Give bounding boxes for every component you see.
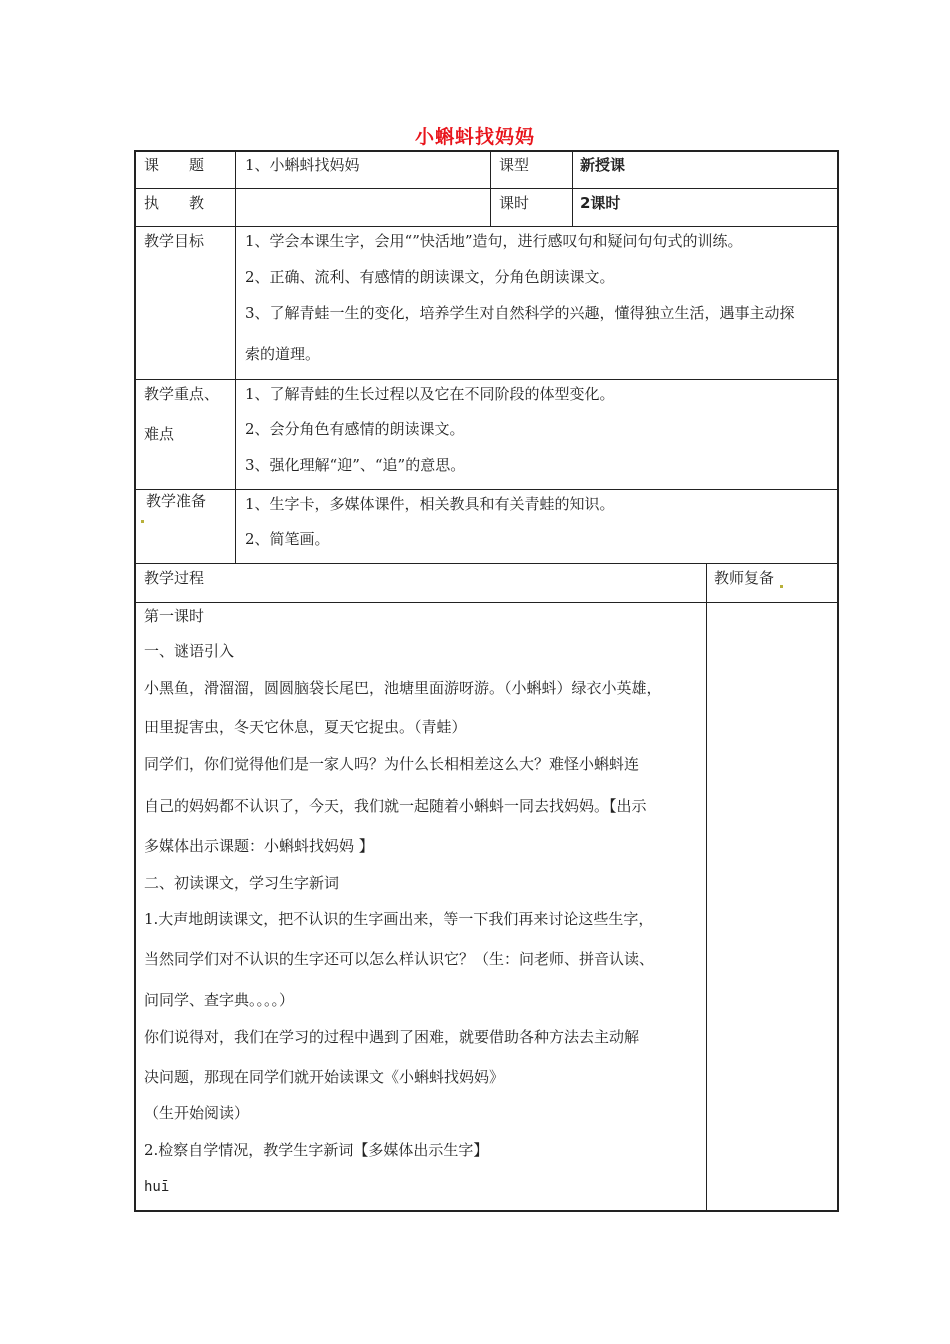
body-line: 2.检察自学情况，教学生字新词【多媒体出示生字】 (144, 1141, 489, 1159)
topic-label: 课 题 (144, 156, 205, 174)
goal-item: 3、了解青蛙一生的变化，培养学生对自然科学的兴趣，懂得独立生活，遇事主动探 (245, 304, 795, 322)
keypoints-label-line1: 教学重点、 (144, 385, 220, 403)
prep-item: 1、生字卡，多媒体课件，相关教具和有关青蛙的知识。 (245, 495, 615, 513)
body-line: （生开始阅读） (144, 1104, 250, 1122)
prep-label: 教学准备 (146, 492, 207, 510)
row-divider (134, 489, 839, 490)
body-line: 多媒体出示课题：小蝌蚪找妈妈 】 (144, 837, 374, 855)
topic-value: 1、小蝌蚪找妈妈 (245, 156, 360, 174)
body-line: 决问题，那现在同学们就开始读课文《小蝌蚪找妈妈》 (144, 1068, 505, 1086)
hours-value: 2课时 (580, 194, 621, 212)
marker-dot (141, 507, 144, 529)
goal-item: 2、正确、流利、有感情的朗读课文，分角色朗读课文。 (245, 268, 615, 286)
prep-item: 2、简笔画。 (245, 530, 330, 548)
body-line: 你们说得对，我们在学习的过程中遇到了困难，就要借助各种方法去主动解 (144, 1028, 640, 1046)
goal-item: 索的道理。 (245, 345, 321, 363)
body-line: 一、谜语引入 (144, 642, 235, 660)
body-line: 田里捉害虫，冬天它休息，夏天它捉虫。（青蛙） (144, 718, 467, 736)
process-label: 教学过程 (144, 569, 205, 587)
column-divider (235, 150, 236, 563)
body-line: 问同学、查字典。。。。） (144, 991, 295, 1009)
teacher-label: 执 教 (144, 194, 205, 212)
keypoints-label-line2: 难点 (144, 425, 175, 443)
body-line: 第一课时 (144, 607, 205, 625)
column-divider (706, 563, 707, 1212)
body-line: 1.大声地朗读课文，把不认识的生字画出来，等一下我们再来讨论这些生字， (144, 910, 654, 928)
column-divider (490, 150, 491, 226)
goals-label: 教学目标 (144, 232, 205, 250)
row-divider (134, 188, 839, 189)
column-divider (572, 150, 573, 226)
marker-dot (780, 572, 783, 594)
body-line: 当然同学们对不认识的生字还可以怎么样认识它？（生：问老师、拼音认读、 (144, 950, 655, 968)
body-line: huī (144, 1179, 170, 1195)
lesson-type-value: 新授课 (580, 156, 626, 174)
keypoint-item: 3、强化理解“迎”、“追”的意思。 (245, 456, 466, 474)
body-line: 小黑鱼，滑溜溜，圆圆脑袋长尾巴，池塘里面游呀游。（小蝌蚪）绿衣小英雄， (144, 679, 662, 697)
keypoint-item: 1、了解青蛙的生长过程以及它在不同阶段的体型变化。 (245, 385, 615, 403)
row-divider (134, 226, 839, 227)
goal-item: 1、学会本课生字，会用“”快活地”造句，进行感叹句和疑问句句式的训练。 (245, 232, 743, 250)
teacher-notes-label: 教师复备 (714, 569, 775, 587)
document-title: 小蝌蚪找妈妈 (414, 126, 535, 148)
body-line: 自己的妈妈都不认识了，今天，我们就一起随着小蝌蚪一同去找妈妈。【出示 (144, 797, 647, 815)
body-line: 同学们，你们觉得他们是一家人吗？为什么长相相差这么大？难怪小蝌蚪连 (144, 755, 640, 773)
row-divider (134, 563, 839, 564)
row-divider (134, 379, 839, 380)
keypoint-item: 2、会分角色有感情的朗读课文。 (245, 420, 465, 438)
body-line: 二、初读课文，学习生字新词 (144, 874, 340, 892)
row-divider (134, 602, 839, 603)
hours-label: 课时 (499, 194, 530, 212)
lesson-type-label: 课型 (499, 156, 530, 174)
